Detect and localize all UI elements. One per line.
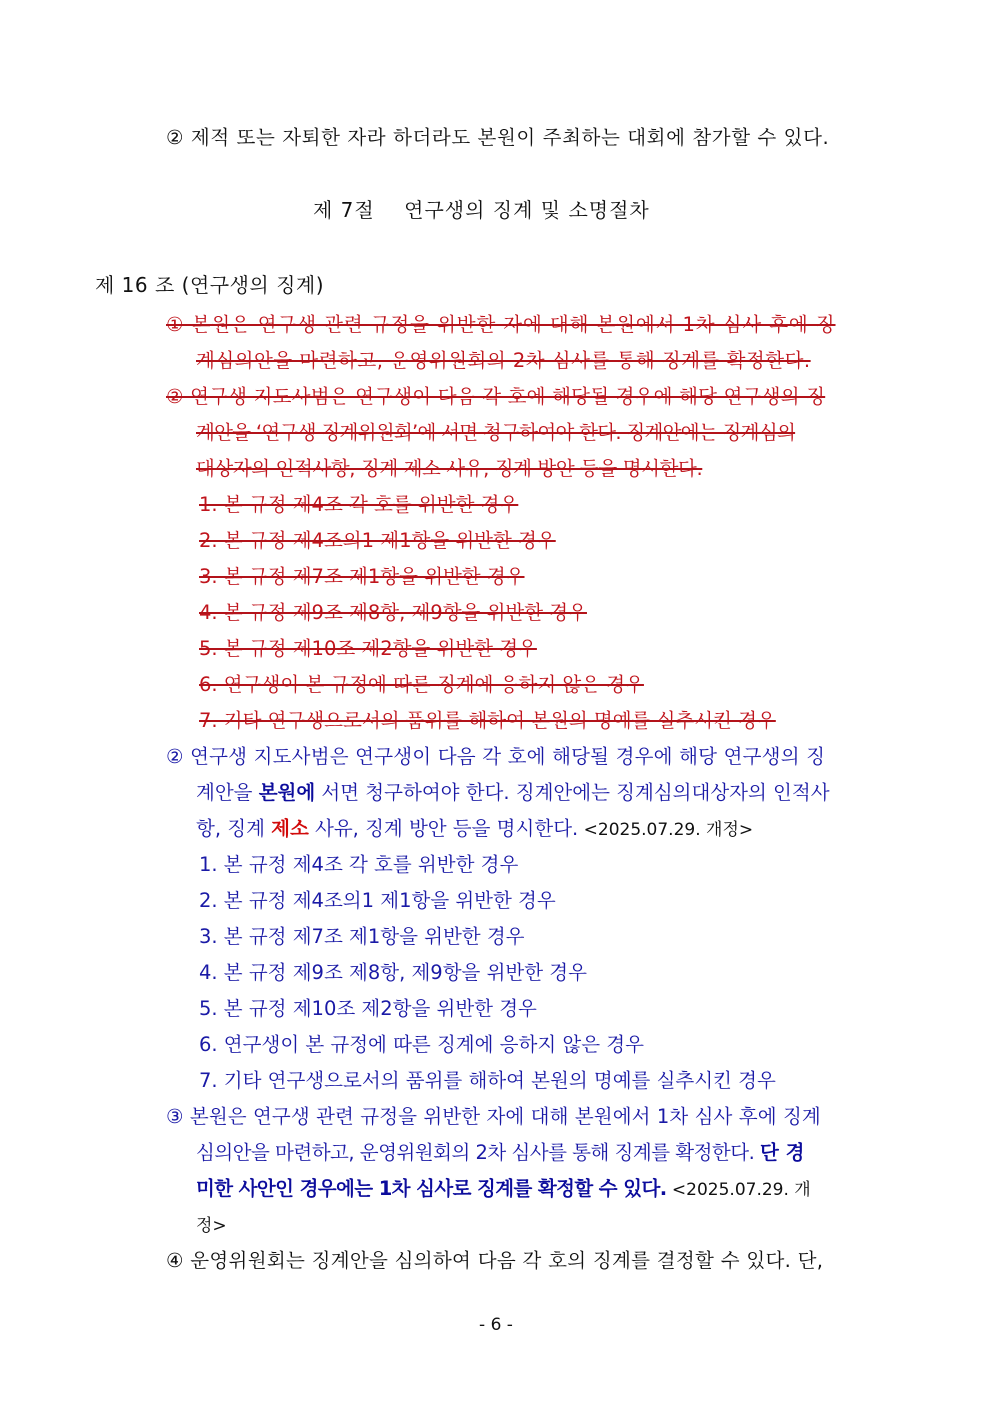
revised-clause-3-line-2-a: 심의안을 마련하고, 운영위원회의 2차 심사를 통해 징계를 확정한다.: [196, 1141, 760, 1164]
revised-clause-3-line-1: [166, 1104, 897, 1130]
revised-clause-3-line-2: [196, 1140, 804, 1166]
top-clause-text: ② 제적 또는 자퇴한 자라 하더라도 본원이 주최하는 대회에 참가할 수 있다.: [166, 126, 830, 149]
revised-clause-2-line-2: [196, 780, 897, 806]
deleted-clause-2-line-1: [166, 384, 897, 410]
revised-clause-2-line-3-b: 사유, 징계 방안 등을 명시한다.: [308, 817, 579, 840]
revised-clause-2-red-word: 제소: [271, 817, 309, 840]
section-title-text: 제 7절 연구생의 징계 및 소명절차: [313, 198, 650, 222]
clause-4-line-1-text: ④ 운영위원회는 징계안을 심의하여 다음 각 호의 징계를 결정할 수 있다. 단,: [166, 1249, 824, 1272]
deleted-clause-2-line-1-text: ② 연구생 지도사범은 연구생이 다음 각 호에 해당될 경우에 해당 연구생의 징: [166, 385, 826, 408]
revised-subitem-text: 7. 기타 연구생으로서의 품위를 해하여 본원의 명예를 실추시킨 경우: [199, 1069, 776, 1092]
revised-subitem: [199, 996, 537, 1022]
revised-subitem-text: 1. 본 규정 제4조 각 호를 위반한 경우: [199, 853, 519, 876]
revised-clause-2-line-1: [166, 744, 897, 770]
deleted-subitem-text: 3. 본 규정 제7조 제1항을 위반한 경우: [199, 565, 525, 588]
revised-subitem: [199, 1068, 776, 1094]
deleted-subitem-text: 5. 본 규정 제10조 제2항을 위반한 경우: [199, 637, 537, 660]
deleted-clause-2-line-2: [196, 420, 795, 446]
page-number-text: - 6 -: [479, 1315, 513, 1335]
deleted-clause-1-line-2: [196, 348, 811, 374]
deleted-clause-1-line-1-text: ① 본원은 연구생 관련 규정을 위반한 자에 대해 본원에서 1차 심사 후에 징: [166, 313, 836, 336]
revised-subitem: [199, 924, 525, 950]
deleted-clause-1-line-1: [166, 312, 897, 338]
revised-clause-2-line-2-b: 서면 청구하여야 한다. 징계안에는 징계심의대상자의 인적사: [315, 781, 830, 804]
deleted-subitem: [199, 708, 776, 734]
deleted-subitem-text: 6. 연구생이 본 규정에 따른 징계에 응하지 않은 경우: [199, 673, 644, 696]
revised-subitem-text: 4. 본 규정 제9조 제8항, 제9항을 위반한 경우: [199, 961, 587, 984]
revised-subitem: [199, 888, 556, 914]
deleted-subitem: [199, 564, 525, 590]
revised-clause-2-line-3-a: 항, 징계: [196, 817, 272, 840]
revision-note: <2025.07.29. 개정>: [578, 820, 754, 840]
revised-clause-2-line-2-a: 계안을: [196, 781, 259, 804]
deleted-subitem: [199, 672, 644, 698]
section-title: [313, 197, 650, 223]
revised-clause-3-emphasis: 미한 사안인 경우에는 1차 심사로 징계를 확정할 수 있다.: [196, 1177, 667, 1200]
page-number: [0, 1312, 992, 1338]
revised-subitem-text: 5. 본 규정 제10조 제2항을 위반한 경우: [199, 997, 537, 1020]
deleted-clause-2-line-3: [196, 456, 702, 482]
revised-subitem-text: 3. 본 규정 제7조 제1항을 위반한 경우: [199, 925, 525, 948]
revised-clause-3-emphasis-start: 단 경: [760, 1141, 805, 1164]
revised-subitem-text: 6. 연구생이 본 규정에 따른 징계에 응하지 않은 경우: [199, 1033, 644, 1056]
revised-clause-2-line-3: [196, 816, 753, 843]
revised-subitem: [199, 852, 518, 878]
revised-subitem: [199, 1032, 644, 1058]
deleted-subitem-text: 4. 본 규정 제9조 제8항, 제9항을 위반한 경우: [199, 601, 587, 624]
revised-clause-2-emphasis: 본원에: [258, 781, 316, 804]
article-title-text: 제 16 조 (연구생의 징계): [95, 273, 325, 297]
revised-clause-3-line-3: [196, 1176, 811, 1203]
deleted-subitem-text: 2. 본 규정 제4조의1 제1항을 위반한 경우: [199, 529, 556, 552]
revised-subitem-text: 2. 본 규정 제4조의1 제1항을 위반한 경우: [199, 889, 556, 912]
revised-clause-3-line-4-text: 정>: [196, 1216, 227, 1236]
article-title: [95, 272, 324, 298]
deleted-subitem-text: 7. 기타 연구생으로서의 품위를 해하여 본원의 명예를 실추시킨 경우: [199, 709, 776, 732]
deleted-subitem: [199, 492, 518, 518]
revised-clause-3-line-1-text: ③ 본원은 연구생 관련 규정을 위반한 자에 대해 본원에서 1차 심사 후에 징계: [166, 1105, 821, 1128]
revised-subitem: [199, 960, 587, 986]
deleted-subitem: [199, 600, 587, 626]
deleted-subitem: [199, 636, 537, 662]
top-clause: [166, 125, 829, 151]
revision-note: <2025.07.29. 개: [666, 1180, 811, 1200]
deleted-subitem-text: 1. 본 규정 제4조 각 호를 위반한 경우: [199, 493, 519, 516]
deleted-subitem: [199, 528, 556, 554]
deleted-clause-1-line-2-text: 계심의안을 마련하고, 운영위원회의 2차 심사를 통해 징계를 확정한다.: [196, 349, 811, 372]
deleted-clause-2-line-3-text: 대상자의 인적사항, 징계 제소 사유, 징계 방안 등을 명시한다.: [196, 457, 703, 480]
clause-4-line-1: [166, 1248, 897, 1274]
deleted-clause-2-line-2-text: 계안을 ‘연구생 징계위원회’에 서면 청구하여야 한다. 징계안에는 징계심의: [196, 421, 796, 444]
revised-clause-3-line-4: [196, 1212, 227, 1239]
revised-clause-2-line-1-text: ② 연구생 지도사범은 연구생이 다음 각 호에 해당될 경우에 해당 연구생의 징: [166, 745, 826, 768]
